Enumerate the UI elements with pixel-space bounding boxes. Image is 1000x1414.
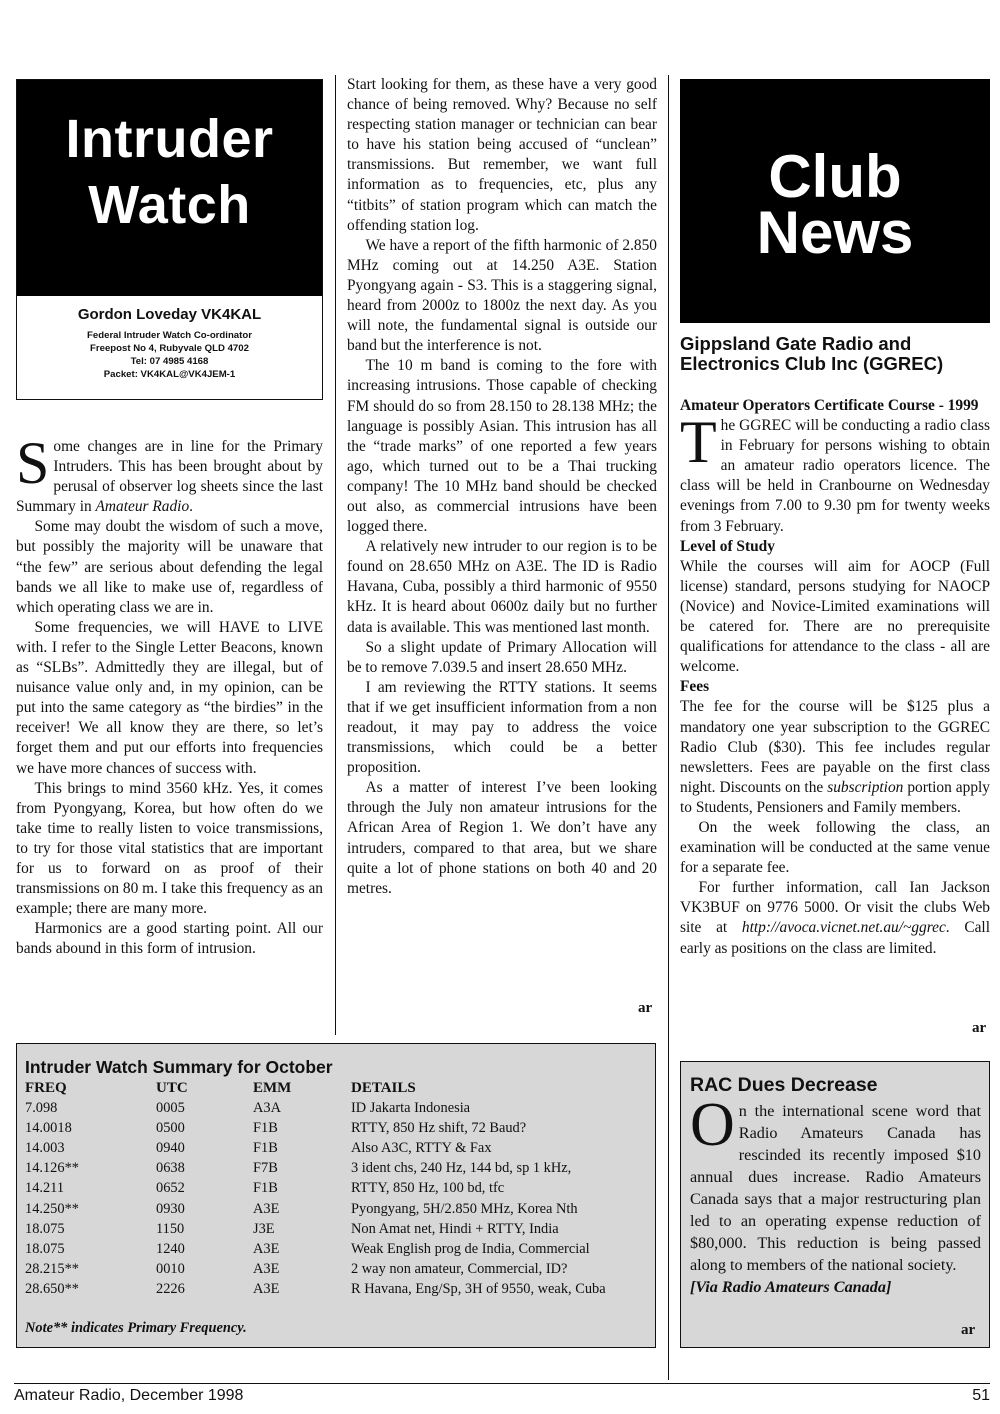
club-news-column: [680, 396, 990, 959]
column-header: EMM: [253, 1080, 292, 1096]
emm-cell: A3E: [253, 1280, 280, 1297]
subheading: Level of Study: [680, 537, 775, 555]
utc-cell: 1240: [156, 1240, 185, 1257]
summary-note: Note** indicates Primary Frequency.: [25, 1320, 247, 1336]
emm-cell: A3E: [253, 1240, 280, 1257]
paragraph: The 10 m band is coming to the fore with increasing intrusions. Those capable of checking FM should do so from 28.150 to 28.138 MHz; the language is possibly Asian. This intrusion has all the “trade marks” of one reported a few years ago, which turned out to be a Thai trucking company! The 10 MHz band should be checked out also, as commercial intrusions have been logged there.: [347, 357, 657, 536]
table-row: [25, 1160, 651, 1180]
author-role: Federal Intruder Watch Co-ordinator: [87, 330, 252, 341]
paragraph: On the international scene word that Radio Amateurs Canada has rescinded its recently imposed $10 annual dues increase. Radio Amateurs Canada says that a major restructuring plan led to an operating expense reduction of $80,000. This reduction is being passed along to members of the national society.: [690, 1091, 981, 1274]
paragraph: This brings to mind 3560 kHz. Yes, it comes from Pyongyang, Korea, but how often do we take time to really listen to voice transmissions, to try for those vital statistics that are important for us to forward on as proof of their transmissions on 80 m. I take this frequency as an example; there are many more.: [16, 779, 323, 918]
website-url: http://avoca.vicnet.net.au/~ggrec: [741, 919, 946, 937]
column-header: DETAILS: [351, 1080, 416, 1096]
emm-cell: A3E: [253, 1260, 280, 1277]
emm-cell: F7B: [253, 1160, 278, 1177]
details-cell: RTTY, 850 Hz, 100 bd, tfc: [351, 1180, 505, 1197]
rac-source: [Via Radio Amateurs Canada]: [690, 1278, 892, 1296]
utc-cell: 0500: [156, 1120, 185, 1137]
paragraph: Some frequencies, we will HAVE to LIVE with. I refer to the Single Letter Beacons, known as “SLBs”. Admittedly they are illegal, but of nuisance value only and, in my opinion, can be put into the same category as “the birdies” in the receiver! We all know they are there, so let’s forget them and put our efforts into frequencies we have more chances of success with.: [16, 618, 323, 777]
freq-cell: 14.211: [25, 1180, 65, 1197]
utc-cell: 2226: [156, 1280, 185, 1297]
intruder-watch-header: [16, 79, 323, 400]
details-cell: 2 way non amateur, Commercial, ID?: [351, 1260, 568, 1277]
end-mark: ar: [972, 1020, 987, 1036]
freq-cell: 18.075: [25, 1220, 65, 1237]
paragraph: Some may doubt the wisdom of such a move, but possibly the majority will be unaware that “the few” are serious about defending the legal bands we all like to make use of, regardless of which operating class we are in.: [16, 518, 323, 616]
paragraph-text: portion apply to Students, Pensioners and Family members.: [680, 778, 990, 816]
rac-dues-box: [680, 1061, 990, 1348]
intruder-column-2: [347, 75, 657, 899]
utc-cell: 0010: [156, 1260, 185, 1277]
author-tel: Tel: 07 4985 4168: [130, 356, 209, 367]
freq-cell: 14.250**: [25, 1200, 79, 1217]
utc-cell: 0638: [156, 1160, 185, 1177]
title-line-2: Watch: [88, 175, 251, 235]
rac-title: RAC Dues Decrease: [690, 1074, 878, 1096]
utc-cell: 0940: [156, 1140, 185, 1157]
paragraph: Start looking for them, as these have a very good chance of being removed. Why? Because no self respecting station manager or technician can bear to have his station being accused of “unclean” transmissions. But remember, we want full information as to frequencies, etc, plus any “titbits” of station program which can match the offending station log.: [347, 76, 657, 234]
author-packet: Packet: VK4KAL@VK4JEM-1: [103, 369, 236, 380]
utc-cell: 0005: [156, 1100, 185, 1117]
paragraph: While the courses will aim for AOCP (Full license) standard, persons studying for NAOCP (Novice) and Novice-Limited examinations will be catered for. There are no prerequisite qualifications for attendance to the class - all are welcome.: [680, 557, 990, 676]
details-cell: Pyongyang, 5H/2.850 MHz, Korea Nth: [351, 1200, 578, 1217]
paragraph: On the week following the class, an examination will be conducted at the same venue for a separate fee.: [680, 818, 990, 877]
details-cell: Weak English prog de India, Commercial: [351, 1240, 590, 1257]
table-row: [25, 1221, 651, 1241]
column-divider: [335, 75, 336, 1035]
subheading: Fees: [680, 678, 710, 696]
paragraph: [16, 430, 323, 517]
details-cell: RTTY, 850 Hz shift, 72 Baud?: [351, 1120, 527, 1137]
end-mark: ar: [961, 1322, 976, 1338]
paragraph-text: Some changes are in line for the Primary Intruders. This has been brought about by perusal of observer log sheets since the last Summary in Amateur Radio.: [16, 430, 323, 516]
summary-table-body: [25, 1100, 651, 1301]
emm-cell: F1B: [253, 1120, 278, 1137]
club-news-title-block: [680, 79, 990, 323]
utc-cell: 0930: [156, 1200, 185, 1217]
column-header: FREQ: [25, 1080, 67, 1096]
summary-table: [25, 1080, 651, 1301]
table-row: [25, 1201, 651, 1221]
details-cell: 3 ident chs, 240 Hz, 144 bd, sp 1 kHz,: [351, 1160, 572, 1177]
title-line-1: Intruder: [65, 109, 274, 169]
paragraph: We have a report of the fifth harmonic of 2.850 MHz coming out at 14.250 A3E. Station Pyongyang again - S3. This is a staggering signal, heard from 2000z to 1800z the next day. As you will note, the fundamental signal is outside our band but the interference is not.: [347, 236, 657, 355]
utc-cell: 1150: [156, 1220, 185, 1237]
author-address: Freepost No 4, Rubyvale QLD 4702: [90, 343, 249, 354]
paragraph-text: The fee for the course will be $125 plus a mandatory one year subscription to the GGREC Radio Club ($30). This fee includes regular newsletters. Fees are payable on the first class night. Discounts on the: [680, 698, 990, 796]
summary-title: Intruder Watch Summary for October: [25, 1057, 333, 1077]
details-cell: Non Amat net, Hindi + RTTY, India: [351, 1220, 559, 1237]
paragraph-text: . Call early as positions on the class are limited.: [680, 919, 990, 957]
end-mark: ar: [638, 1000, 653, 1016]
freq-cell: 28.650**: [25, 1280, 79, 1297]
paragraph: A relatively new intruder to our region is to be found on 28.650 MHz on A3E. The ID is Radio Havana, Cuba, possibly a third harmonic of 9550 kHz. It is heard about 0600z daily but no further data is available. This was mentioned last month.: [347, 538, 657, 636]
paragraph: The GGREC will be conducting a radio class in February for persons wishing to obtain an amateur radio operators licence. The class will be held in Cranbourne on Wednesday evenings from 7.00 to 9.30 pm for twenty weeks from 3 February.: [680, 409, 990, 535]
table-row: [25, 1281, 651, 1301]
paragraph-text: For further information, call Ian Jackson VK3BUF on 9776 5000. Or visit the clubs Web site at: [680, 879, 990, 937]
paragraph: As a matter of interest I’ve been looking through the July non amateur intrusions for the African Area of Region 1. We don’t have any intruders, compared to that area, but we share quite a lot of phone stations on both 40 and 20 metres.: [347, 779, 657, 897]
table-row: [25, 1140, 651, 1160]
utc-cell: 0652: [156, 1180, 185, 1197]
paragraph: [680, 697, 990, 818]
page-number: 51: [972, 1387, 990, 1404]
column-divider: [668, 75, 669, 1380]
emm-cell: J3E: [253, 1220, 275, 1237]
club-title-line-2: News: [756, 199, 914, 266]
footer-publication: Amateur Radio, December 1998: [14, 1387, 244, 1404]
details-cell: R Havana, Eng/Sp, 3H of 9550, weak, Cuba: [351, 1280, 606, 1297]
freq-cell: 28.215**: [25, 1260, 79, 1277]
paragraph: I am reviewing the RTTY stations. It seems that if we get insufficient information from a non readout, it may pay to address the voice transmissions, which could be a better proposition.: [347, 678, 657, 777]
table-row: [25, 1120, 651, 1140]
emm-cell: F1B: [253, 1140, 278, 1157]
subheading: Amateur Operators Certificate Course - 1999: [680, 397, 979, 414]
table-row: [25, 1180, 651, 1200]
details-cell: ID Jakarta Indonesia: [351, 1100, 471, 1117]
intruder-column-1: [16, 430, 323, 959]
freq-cell: 7.098: [25, 1100, 58, 1117]
details-cell: Also A3C, RTTY & Fax: [351, 1140, 492, 1157]
table-row: [25, 1261, 651, 1281]
emm-cell: A3A: [253, 1100, 281, 1117]
freq-cell: 14.0018: [25, 1120, 72, 1137]
freq-cell: 18.075: [25, 1240, 65, 1257]
emm-cell: F1B: [253, 1180, 278, 1197]
paragraph: So a slight update of Primary Allocation will be to remove 7.039.5 and insert 28.650 MHz.: [347, 638, 657, 676]
paragraph: [680, 878, 990, 958]
paragraph: Harmonics are a good starting point. All our bands abound in this form of intrusion.: [16, 920, 323, 958]
column-header: UTC: [156, 1080, 188, 1096]
italic-text: subscription: [827, 778, 904, 796]
emm-cell: A3E: [253, 1200, 280, 1217]
table-row: [25, 1100, 651, 1120]
intruder-watch-title-block: [17, 80, 322, 296]
table-row: [25, 1241, 651, 1261]
club-title-line-1: Club: [768, 143, 902, 210]
club-article-heading: Gippsland Gate Radio and Electronics Club Inc (GGREC): [680, 333, 944, 374]
footer-rule: [14, 1383, 990, 1384]
intruder-summary-box: [16, 1043, 656, 1348]
table-header-row: [25, 1080, 651, 1100]
freq-cell: 14.003: [25, 1140, 65, 1157]
rac-body: [690, 1091, 981, 1298]
freq-cell: 14.126**: [25, 1160, 79, 1177]
author-name: Gordon Loveday VK4KAL: [77, 306, 262, 323]
